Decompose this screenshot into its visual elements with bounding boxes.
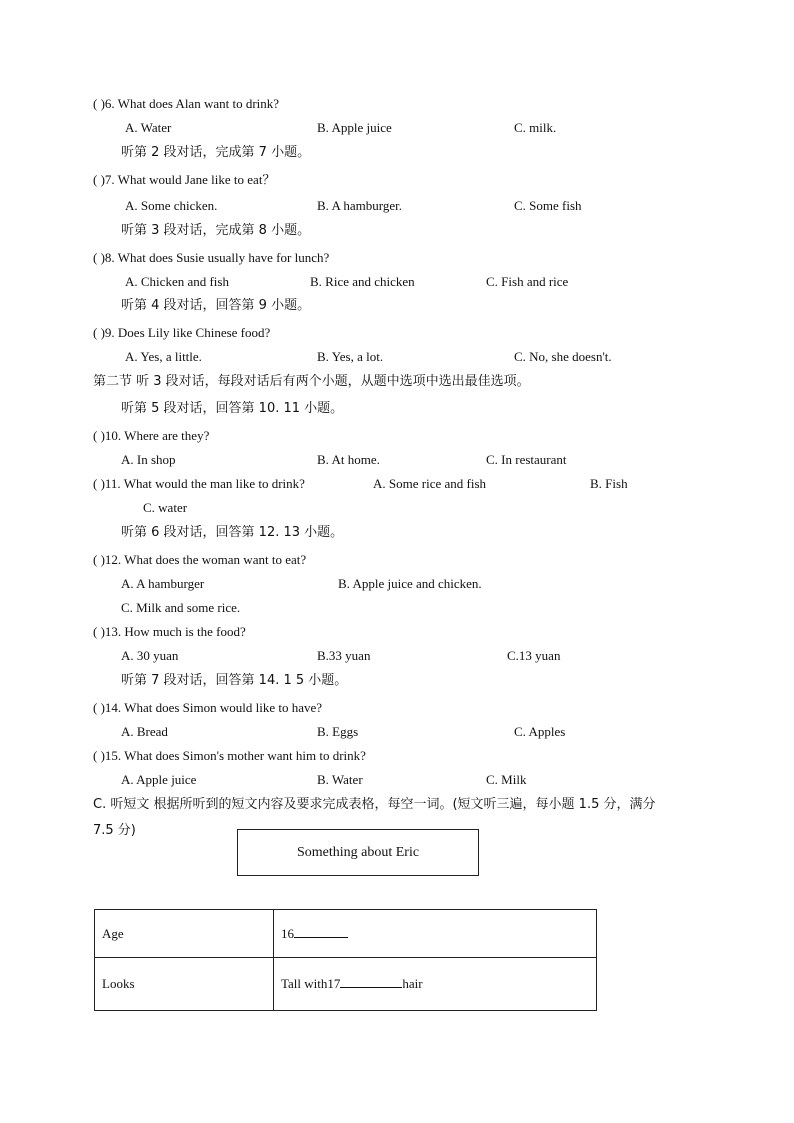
q7-option-a: A. Some chicken. (125, 198, 218, 213)
q11-option-b: B. Fish (590, 476, 628, 491)
row-value-age (274, 910, 597, 958)
question-9-stem: ( )9. Does Lily like Chinese food? (93, 325, 271, 340)
q9-option-c: C. No, she doesn't. (514, 349, 612, 364)
q6-option-c: C. milk. (514, 120, 557, 135)
q15-option-a: A. Apple juice (121, 772, 197, 787)
q12-option-b: B. Apple juice and chicken. (338, 576, 482, 591)
question-7-stem: ( )7. What would Jane like to eat？ (93, 172, 276, 187)
question-11-stem: ( )11. What would the man like to drink? (93, 476, 305, 491)
q10-option-c: C. In restaurant (486, 452, 567, 467)
q15-option-c: C. Milk (486, 772, 527, 787)
table-row (95, 910, 597, 958)
passage-title: Something about Eric (296, 844, 420, 860)
q11-option-c: C. water (143, 500, 188, 515)
question-14-stem: ( )14. What does Simon would like to have? (93, 700, 323, 715)
part-c-instruction: C. 听短文 根据所听到的短文内容及要求完成表格，每空一词。(短文听三遍，每小题 1.5 分，满分 (93, 797, 656, 812)
row-label-age: Age (95, 910, 274, 958)
part-c-instruction-cont: 7.5 分) (93, 823, 136, 838)
q12-option-a: A. A hamburger (121, 576, 205, 591)
question-15-stem: ( )15. What does Simon's mother want him to drink? (93, 748, 366, 763)
instruction-dialogue-6: 听第 6 段对话，回答第 12. 13 小题。 (121, 525, 344, 540)
instruction-dialogue-7: 听第 7 段对话，回答第 14. 1 5 小题。 (121, 673, 348, 688)
question-10-stem: ( )10. Where are they? (93, 428, 210, 443)
q8-option-a: A. Chicken and fish (125, 274, 229, 289)
answer-prefix-17: Tall with17 (281, 976, 341, 991)
section-2-heading: 第二节 听 3 段对话，每段对话后有两个小题，从题中选项中选出最佳选项。 (93, 374, 530, 389)
q12-option-c: C. Milk and some rice. (121, 600, 241, 615)
q13-option-b: B.33 yuan (317, 648, 371, 663)
q7-option-b: B. A hamburger. (317, 198, 402, 213)
row-label-looks: Looks (95, 958, 274, 1011)
q11-option-a: A. Some rice and fish (373, 476, 487, 491)
q6-option-a: A. Water (125, 120, 172, 135)
q15-option-b: B. Water (317, 772, 363, 787)
answer-blank-17[interactable] (340, 976, 402, 988)
q7-option-c: C. Some fish (514, 198, 582, 213)
answer-blank-16[interactable] (294, 926, 348, 938)
instruction-dialogue-3: 听第 3 段对话，完成第 8 小题。 (121, 223, 311, 238)
q9-option-a: A. Yes, a little. (125, 349, 202, 364)
q9-option-b: B. Yes, a lot. (317, 349, 384, 364)
q10-option-a: A. In shop (121, 452, 176, 467)
question-8-stem: ( )8. What does Susie usually have for lunch? (93, 250, 330, 265)
q14-option-a: A. Bread (121, 724, 168, 739)
q14-option-b: B. Eggs (317, 724, 359, 739)
q14-option-c: C. Apples (514, 724, 566, 739)
question-12-stem: ( )12. What does the woman want to eat? (93, 552, 307, 567)
q6-option-b: B. Apple juice (317, 120, 392, 135)
question-13-stem: ( )13. How much is the food? (93, 624, 246, 639)
q13-option-c: C.13 yuan (507, 648, 561, 663)
q8-option-b: B. Rice and chicken (310, 274, 415, 289)
question-6-stem: ( )6. What does Alan want to drink? (93, 96, 280, 111)
row-value-looks (274, 958, 597, 1011)
table-row (95, 958, 597, 1011)
q8-option-c: C. Fish and rice (486, 274, 569, 289)
passage-title-box (237, 829, 479, 876)
answer-number-16: 16 (281, 925, 294, 941)
instruction-dialogue-4: 听第 4 段对话，回答第 9 小题。 (121, 298, 311, 313)
instruction-dialogue-2: 听第 2 段对话，完成第 7 小题。 (121, 145, 311, 160)
q13-option-a: A. 30 yuan (121, 648, 179, 663)
answer-table (94, 909, 597, 1011)
answer-suffix-17: hair (402, 976, 423, 991)
q10-option-b: B. At home. (317, 452, 380, 467)
instruction-dialogue-5: 听第 5 段对话，回答第 10. 11 小题。 (121, 401, 344, 416)
